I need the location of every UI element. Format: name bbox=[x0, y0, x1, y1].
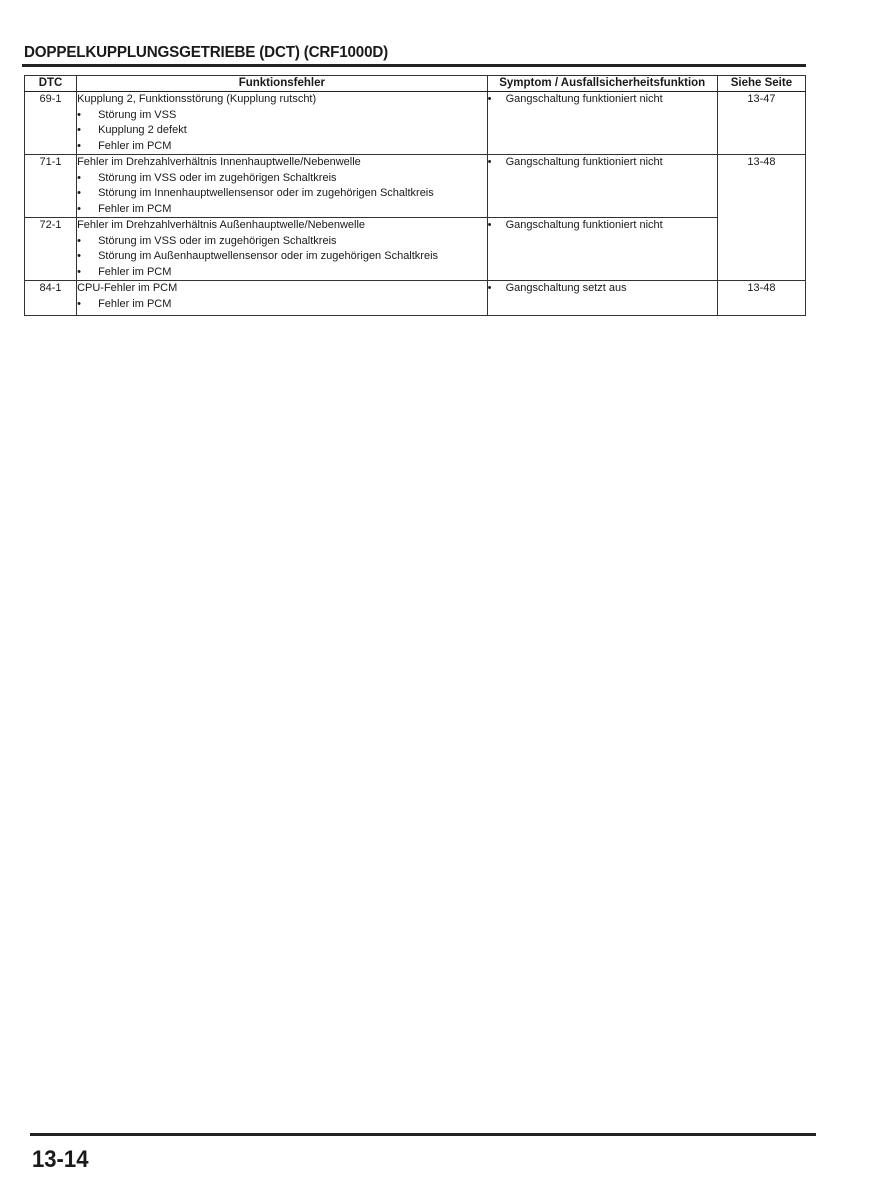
table-row bbox=[25, 155, 806, 218]
header-dtc: DTC bbox=[25, 76, 77, 92]
symptom-text: • Gangschaltung funktioniert nicht bbox=[488, 218, 717, 234]
dtc-code: 71-1 bbox=[25, 155, 77, 218]
fault-cell bbox=[77, 218, 488, 281]
fault-item: • Fehler im PCM bbox=[77, 202, 487, 218]
table-row bbox=[25, 92, 806, 155]
symptom-text: • Gangschaltung funktioniert nicht bbox=[488, 155, 717, 171]
fault-item: • Fehler im PCM bbox=[77, 297, 487, 313]
dtc-code: 72-1 bbox=[25, 218, 77, 281]
symptom-cell bbox=[487, 281, 717, 316]
fault-item: • Fehler im PCM bbox=[77, 139, 487, 155]
symptom-cell bbox=[487, 155, 717, 218]
symptom-cell bbox=[487, 92, 717, 155]
title-rule bbox=[22, 64, 806, 67]
table-row bbox=[25, 281, 806, 316]
table-row bbox=[25, 218, 806, 281]
fault-list bbox=[77, 234, 487, 281]
footer-rule bbox=[30, 1133, 816, 1136]
fault-main: Kupplung 2, Funktionsstörung (Kupplung rutscht) bbox=[77, 93, 317, 105]
fault-cell bbox=[77, 281, 488, 316]
page-title: DOPPELKUPPLUNGSGETRIEBE (DCT) (CRF1000D) bbox=[24, 44, 388, 61]
fault-item: • Kupplung 2 defekt bbox=[77, 123, 487, 139]
header-func: Funktionsfehler bbox=[77, 76, 488, 92]
page-ref: 13-48 bbox=[717, 155, 805, 281]
page-ref: 13-47 bbox=[717, 92, 805, 155]
header-page: Siehe Seite bbox=[717, 76, 805, 92]
table-header-row bbox=[25, 76, 806, 92]
fault-list bbox=[77, 171, 487, 218]
fault-item: • Störung im VSS bbox=[77, 108, 487, 124]
fault-item: • Fehler im PCM bbox=[77, 265, 487, 281]
fault-item: • Störung im Außenhauptwellensensor oder im zugehörigen Schaltkreis bbox=[77, 249, 487, 265]
header-symptom: Symptom / Ausfallsicherheitsfunktion bbox=[487, 76, 717, 92]
fault-cell bbox=[77, 155, 488, 218]
symptom-cell bbox=[487, 218, 717, 281]
fault-item: • Störung im VSS oder im zugehörigen Schaltkreis bbox=[77, 234, 487, 250]
symptom-text: • Gangschaltung funktioniert nicht bbox=[488, 92, 717, 108]
fault-cell bbox=[77, 92, 488, 155]
dtc-code: 69-1 bbox=[25, 92, 77, 155]
fault-item: • Störung im Innenhauptwellensensor oder im zugehörigen Schaltkreis bbox=[77, 186, 487, 202]
fault-main: Fehler im Drehzahlverhältnis Innenhauptwelle/Nebenwelle bbox=[77, 156, 361, 168]
dtc-code: 84-1 bbox=[25, 281, 77, 316]
fault-list bbox=[77, 108, 487, 155]
fault-main: Fehler im Drehzahlverhältnis Außenhauptwelle/Nebenwelle bbox=[77, 219, 366, 231]
symptom-text: • Gangschaltung setzt aus bbox=[488, 281, 717, 297]
page-ref: 13-48 bbox=[717, 281, 805, 316]
fault-list bbox=[77, 297, 487, 313]
fault-main: CPU-Fehler im PCM bbox=[77, 282, 178, 294]
fault-item: • Störung im VSS oder im zugehörigen Schaltkreis bbox=[77, 171, 487, 187]
dtc-table bbox=[24, 75, 806, 316]
page-number: 13-14 bbox=[32, 1146, 89, 1173]
